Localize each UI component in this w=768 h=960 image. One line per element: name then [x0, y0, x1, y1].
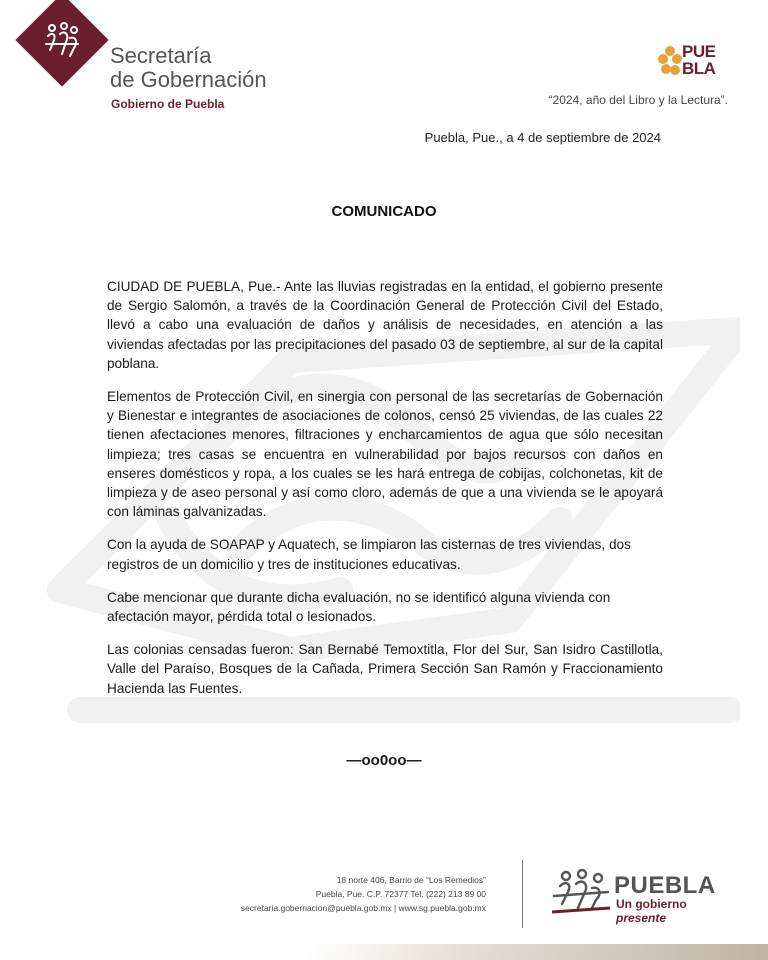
org-name: [110, 44, 267, 92]
tagline-emphasis: presente: [616, 911, 667, 925]
document-body: [107, 277, 663, 712]
address-line: 18 norte 406, Barrio de “Los Remedios”: [336, 875, 486, 885]
puebla-brand-logo: [658, 43, 728, 83]
footer-divider: [522, 860, 523, 928]
paragraph: Cabe mencionar que durante dicha evaluación, no se identificó alguna vivienda con afectación mayor, pérdida total o lesionados.: [107, 589, 611, 625]
paragraph: Las colonias censadas fueron: San Bernabé Temoxtitla, Flor del Sur, San Isidro Castillotla, Valle del Paraíso, Bosques de la Cañada, Primera Sección San Ramón y Fraccionamiento Hacienda las Fuentes.: [107, 642, 663, 696]
brand-wordmark: [682, 43, 715, 77]
footer-tagline: [616, 897, 738, 925]
document-date: Puebla, Pue., a 4 de septiembre de 2024: [424, 130, 661, 145]
org-name-line1: Secretaría: [110, 43, 212, 68]
year-motto: “2024, año del Libro y la Lectura”.: [548, 93, 728, 107]
footer-address: [241, 873, 486, 915]
brand-line1: PUE: [682, 42, 716, 61]
paragraph: Elementos de Protección Civil, en sinergia con personal de las secretarías de Gobernación y Bienestar e integrantes de asociaciones de colonos, censó 25 viviendas, de las cuales 22 tienen afectaciones menores, filtraciones y encharcamientos de agua que sólo necesitan limpieza; tres casas se encuentra en vulnerabilidad por bajos recursos con daños en enseres domésticos y ropa, a los cuales se les hará entrega de cobijas, colchonetas, kit de limpieza y de aseo personal y así como cloro, además de que a una vivienda se le apoyará con láminas galvanizadas.: [107, 389, 663, 520]
figures-emblem-icon: [40, 20, 84, 60]
flower-icon: [658, 45, 682, 79]
figures-emblem-icon: [548, 868, 614, 914]
contact-line: secretaria.gobernacion@puebla.gob.mx | www.sg.puebla.gob.mx: [240, 903, 486, 913]
brand-line2: BLA: [682, 59, 716, 78]
org-name-line2: de Gobernación: [110, 67, 267, 92]
document-title: COMUNICADO: [331, 203, 437, 220]
org-subtitle: Gobierno de Puebla: [111, 97, 225, 111]
paragraph: Con la ayuda de SOAPAP y Aquatech, se limpiaron las cisternas de tres viviendas, dos registros de un domicilio y tres de instituciones educativas.: [107, 537, 631, 572]
footer-brand-name: PUEBLA: [614, 872, 716, 899]
address-line: Puebla, Pue. C.P. 72377 Tel. (222) 213 89 00: [315, 889, 486, 899]
closing-separator: —oo0oo—: [346, 752, 422, 769]
bottom-decorative-band: [0, 944, 768, 960]
tagline-part: Un gobierno: [616, 897, 687, 911]
paragraph: CIUDAD DE PUEBLA, Pue.- Ante las lluvias registradas en la entidad, el gobierno presente de Sergio Salomón, a través de la Coordinación General de Protección Civil del Estado, llevó a cabo una evaluación de daños y análisis de necesidades, en atención a las viviendas afectadas por las precipitaciones del pasado 03 de septiembre, al sur de la capital poblana.: [107, 279, 663, 371]
footer-brand-logo: [548, 868, 738, 925]
